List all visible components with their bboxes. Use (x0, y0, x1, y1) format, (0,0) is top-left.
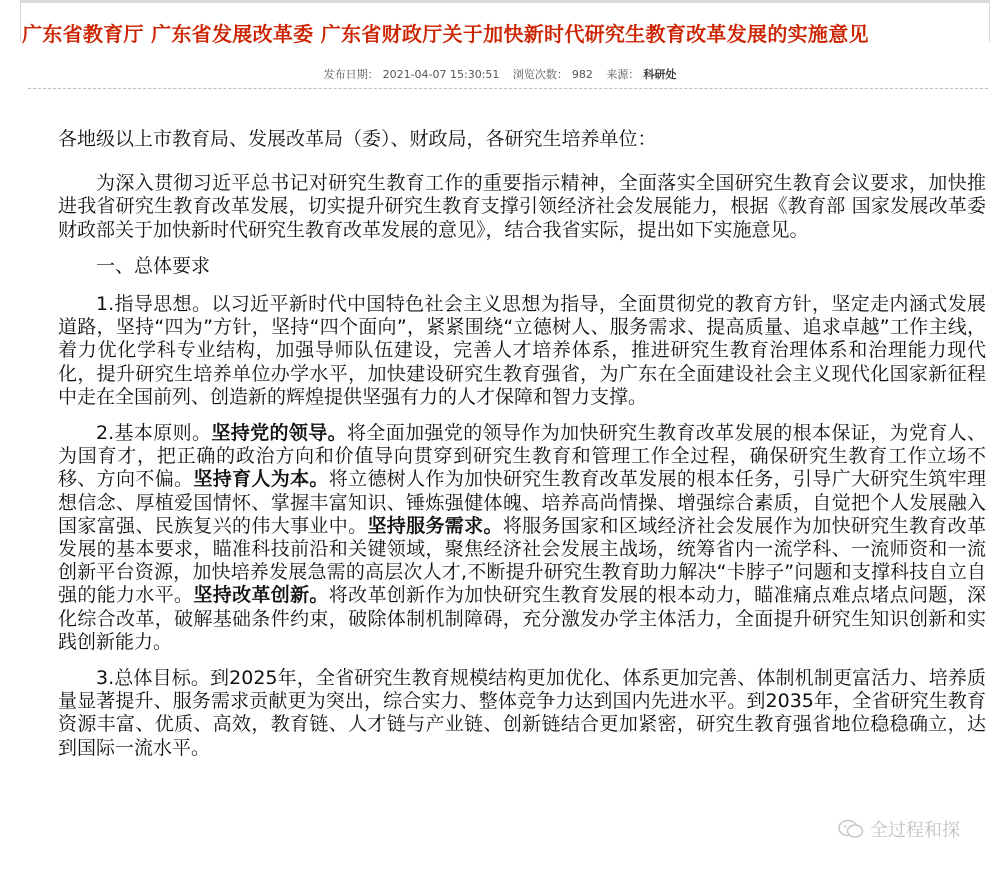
view-count-label: 浏览次数： (512, 68, 568, 81)
principle-serve-needs-text: 将服务国家和区域经济社会发展作为加快研究生教育改革发展的基本要求，瞄准科技前沿和关键领域，聚焦经济社会发展主战场，统筹省内一流学科、一流师资和一流创新平台资源，加快培养发展急需的高层次人才,不断提升研究生教育助力解决“卡脖子”问题和支撑科技自立自强的能力水平。 (58, 514, 986, 607)
article-meta (0, 66, 1000, 82)
principle-reform-innovation: 坚持改革创新。 (193, 584, 329, 607)
publish-date-label: 发布日期： (323, 68, 379, 81)
watermark-text: 全过程和探 (870, 820, 960, 841)
intro-paragraph: 为深入贯彻习近平总书记对研究生教育工作的重要指示精神，全面落实全国研究生教育会议要求，加快推进我省研究生教育改革发展，切实提升研究生教育支撑引领经济社会发展能力，根据《教育部 国家发展改革委 财政部关于加快新时代研究生教育改革发展的意见》，结合我省实际，提出如下实施意见。 (58, 172, 986, 241)
view-count-value: 982 (571, 68, 593, 81)
principle-serve-needs: 坚持服务需求。 (367, 514, 503, 537)
header-frame-top (20, 0, 990, 3)
header-frame-left (20, 0, 21, 42)
publish-date-value: 2021-04-07 15:30:51 (382, 68, 500, 81)
section-heading-general-requirements: 一、总体要求 (96, 254, 211, 277)
meta-divider (28, 88, 988, 89)
source-value: 科研处 (643, 68, 677, 81)
paragraph-overall-goals: 3.总体目标。到2025年，全省研究生教育规模结构更加优化、体系更加完善、体制机制更富活力、培养质量显著提升、服务需求贡献更为突出，综合实力、整体竞争力达到国内先进水平。到2035年，全省研究生教育资源丰富、优质、高效，教育链、人才链与产业链、创新链结合更加紧密，研究生教育强省地位稳稳确立，达到国际一流水平。 (58, 667, 986, 759)
article-body (58, 128, 986, 760)
principle-party-leadership: 坚持党的领导。 (211, 422, 347, 445)
salutation: 各地级以上市教育局、发展改革局（委）、财政局，各研究生培养单位： (58, 128, 657, 150)
principles-lead: 2.基本原则。 (96, 422, 212, 445)
page-title: 广东省教育厅 广东省发展改革委 广东省财政厅关于加快新时代研究生教育改革发展的实施意见 (22, 22, 869, 46)
paragraph-guiding-ideology: 1.指导思想。以习近平新时代中国特色社会主义思想为指导，全面贯彻党的教育方针，坚定走内涵式发展道路，坚持“四为”方针，坚持“四个面向”，紧紧围绕“立德树人、服务需求、提高质量、追求卓越”工作主线，着力优化学科专业结构，加强导师队伍建设，完善人才培养体系，推进研究生教育治理体系和治理能力现代化，提升研究生培养单位办学水平，加快建设研究生教育强省，为广东在全面建设社会主义现代化国家新征程中走在全国前列、创造新的辉煌提供坚强有力的人才保障和智力支撑。 (58, 293, 986, 408)
wechat-icon (838, 819, 864, 839)
principle-party-leadership-text: 将全面加强党的领导作为加快研究生教育改革发展的根本保证，为党育人、为国育才，把正确的政治方向和价值导向贯穿到研究生教育和管理工作全过程，确保研究生教育工作立场不移、方向不偏。 (58, 422, 986, 491)
watermark (838, 814, 978, 844)
principle-education-first: 坚持育人为本。 (193, 468, 329, 491)
principle-reform-innovation-text: 将改革创新作为加快研究生教育发展的根本动力，瞄准痛点难点堵点问题，深化综合改革，破解基础条件约束，破除体制机制障碍，充分激发办学主体活力，全面提升研究生知识创新和实践创新能力。 (58, 584, 986, 653)
paragraph-basic-principles (58, 422, 986, 654)
source-label: 来源： (606, 68, 640, 81)
principle-education-first-text: 将立德树人作为加快研究生教育改革发展的根本任务，引导广大研究生筑牢理想信念、厚植爱国情怀、掌握丰富知识、锤炼强健体魄、培养高尚情操、增强综合素质，自觉把个人发展融入国家富强、民族复兴的伟大事业中。 (58, 468, 986, 537)
